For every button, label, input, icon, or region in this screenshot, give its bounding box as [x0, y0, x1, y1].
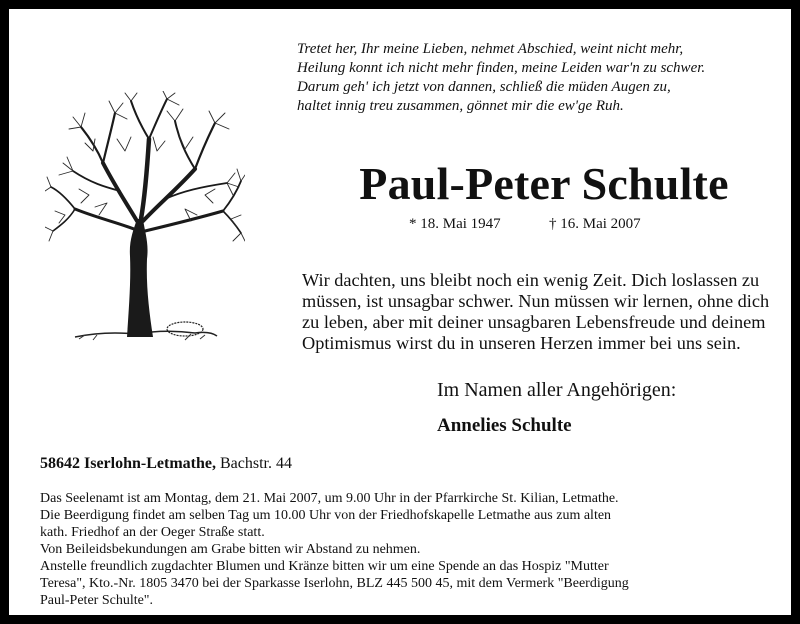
info-line: Von Beileidsbekundungen am Grabe bitten wir Abstand zu nehmen. [40, 542, 421, 557]
family-address [40, 454, 292, 474]
poem-line: Darum geh' ich jetzt von dannen, schließ die müden Augen zu, [297, 79, 671, 95]
deceased-name: Paul-Peter Schulte [359, 158, 729, 209]
info-line: Die Beerdigung findet am selben Tag um 10.00 Uhr von der Friedhofskapelle Letmathe aus zum alten [40, 508, 612, 523]
message-line: zu leben, aber mit deiner unsagbaren Lebensfreude und deinem [302, 312, 766, 332]
info-line: Paul-Peter Schulte". [40, 593, 154, 608]
tree-illustration [45, 91, 245, 347]
info-line: Anstelle freundlich zugdachter Blumen und Kränze bitten wir um eine Spende an das Hospiz "Mutter [40, 559, 609, 574]
info-line: kath. Friedhof an der Oeger Straße statt. [40, 525, 265, 540]
birth-date: * 18. Mai 1947 [409, 216, 501, 232]
info-line: Teresa", Kto.-Nr. 1805 3470 bei der Sparkasse Iserlohn, BLZ 445 500 45, mit dem Vermerk "Beerdigung [40, 576, 629, 591]
address-street: Bachstr. 44 [219, 455, 292, 472]
message-line: Wir dachten, uns bleibt noch ein wenig Zeit. Dich loslassen zu [302, 270, 760, 290]
mourners-label: Im Namen aller Angehörigen: [437, 379, 677, 401]
message-line: Optimismus wirst du in unseren Herzen immer bei uns sein. [302, 333, 741, 353]
poem-line: Tretet her, Ihr meine Lieben, nehmet Abschied, weint nicht mehr, [297, 41, 684, 57]
memorial-poem [297, 40, 797, 116]
death-date: † 16. Mai 2007 [549, 216, 641, 232]
message-line: müssen, ist unsagbar schwer. Nun müssen wir lernen, ohne dich [302, 291, 770, 311]
mourner-name: Annelies Schulte [437, 415, 572, 436]
address-city: 58642 Iserlohn-Letmathe, [40, 455, 216, 472]
farewell-message [302, 270, 792, 354]
info-line: Das Seelenamt ist am Montag, dem 21. Mai 2007, um 9.00 Uhr in der Pfarrkirche St. Kilian, Letmathe. [40, 491, 619, 506]
poem-line: haltet innig treu zusammen, gönnet mir die ew'ge Ruh. [297, 98, 624, 114]
poem-line: Heilung konnt ich nicht mehr finden, meine Leiden war'n zu schwer. [297, 60, 706, 76]
funeral-information [40, 490, 780, 609]
